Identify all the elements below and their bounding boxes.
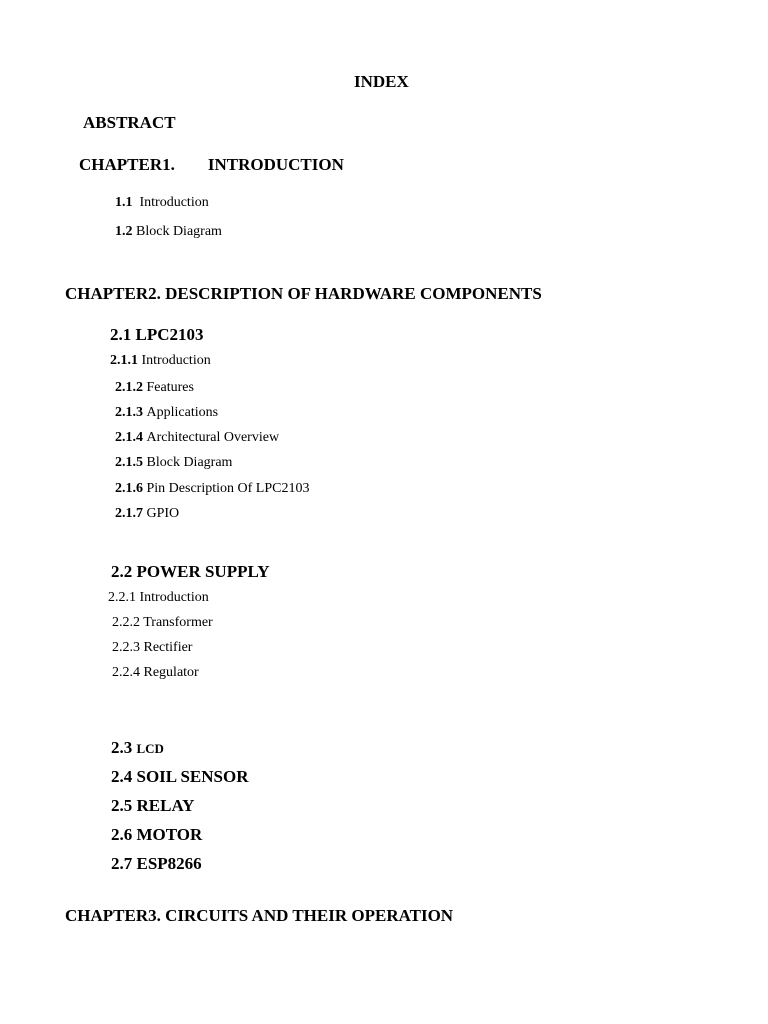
- toc-entry: 2.2.2 Transformer: [112, 615, 213, 630]
- chapter1-heading: [79, 156, 344, 173]
- section-2-3-heading: [111, 739, 164, 756]
- toc-entry-text: Architectural Overview: [146, 430, 280, 445]
- toc-entry-number: 2.1.7: [115, 506, 143, 521]
- toc-entry: 2.2.4 Regulator: [112, 665, 199, 680]
- chapter3-heading: CHAPTER3. CIRCUITS AND THEIR OPERATION: [65, 906, 454, 925]
- chapter1-name: INTRODUCTION: [207, 155, 344, 174]
- toc-entry-number: 2.1.3: [115, 405, 143, 420]
- toc-entry-text: Applications: [146, 405, 219, 420]
- toc-entry-text: Introduction: [139, 195, 209, 210]
- toc-entry-text: Features: [146, 380, 194, 395]
- toc-entry: 2.2.1 Introduction: [108, 590, 209, 605]
- toc-entry: [115, 456, 232, 470]
- section-2-6-heading: 2.6 MOTOR: [111, 825, 203, 844]
- toc-entry-number: 2.1.4: [115, 430, 143, 445]
- page-title: INDEX: [354, 72, 409, 91]
- toc-entry-text: GPIO: [146, 506, 180, 521]
- section-2-7-heading: 2.7 ESP8266: [111, 854, 202, 873]
- toc-entry: [115, 381, 194, 395]
- toc-entry: [115, 482, 309, 496]
- section-name: LCD: [136, 741, 164, 756]
- toc-entry-text: Pin Description Of LPC2103: [146, 481, 310, 496]
- toc-entry-text: Block Diagram: [146, 455, 233, 470]
- toc-entry-number: 1.1: [115, 195, 133, 210]
- toc-entry: [115, 507, 179, 521]
- section-number: 2.3: [111, 738, 133, 757]
- abstract-heading: ABSTRACT: [83, 113, 176, 132]
- toc-entry: [110, 354, 211, 368]
- toc-entry-number: 2.1.6: [115, 481, 143, 496]
- section-2-4-heading: 2.4 SOIL SENSOR: [111, 767, 249, 786]
- toc-entry-text: Block Diagram: [136, 224, 222, 239]
- chapter1-label: CHAPTER1.: [79, 155, 175, 174]
- toc-entry-number: 2.1.2: [115, 380, 143, 395]
- toc-entry: 2.2.3 Rectifier: [112, 640, 193, 655]
- toc-entry-number: 2.1.5: [115, 455, 143, 470]
- section-2-1-heading: 2.1 LPC2103: [110, 325, 204, 344]
- section-2-5-heading: 2.5 RELAY: [111, 796, 195, 815]
- toc-entry: [115, 406, 218, 420]
- toc-entry: [115, 431, 279, 445]
- toc-entry-number: 1.2: [115, 224, 133, 239]
- toc-entry-text: Introduction: [141, 353, 211, 368]
- chapter2-heading: CHAPTER2. DESCRIPTION OF HARDWARE COMPONENTS: [65, 284, 542, 303]
- section-2-2-heading: 2.2 POWER SUPPLY: [111, 562, 270, 581]
- toc-entry: [115, 225, 222, 239]
- toc-entry-number: 2.1.1: [110, 353, 138, 368]
- toc-entry: [115, 196, 209, 210]
